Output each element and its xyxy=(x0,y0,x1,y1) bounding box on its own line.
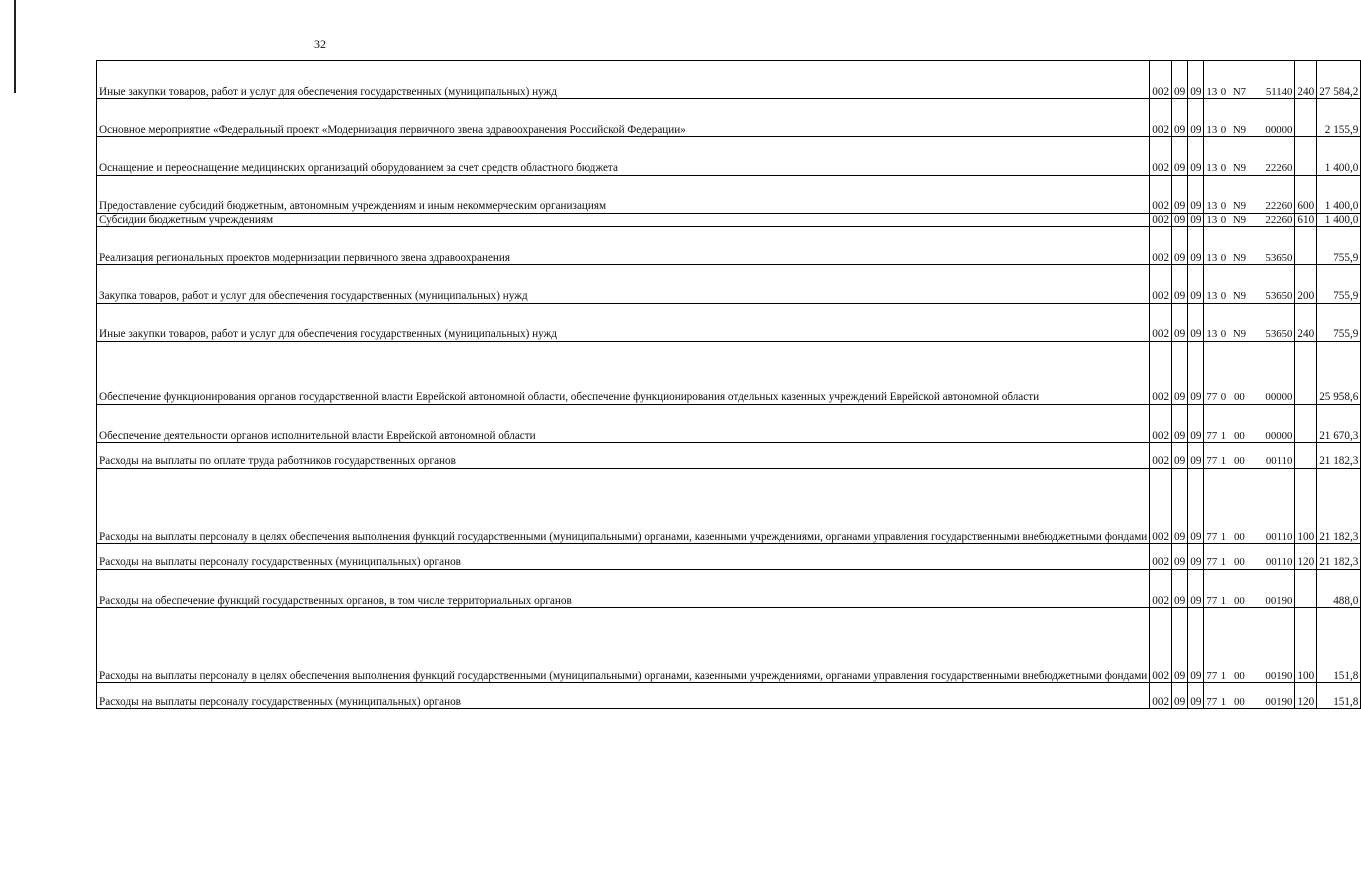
amount: 1 400,0 xyxy=(1317,137,1361,175)
grbs-code: 002 xyxy=(1150,404,1172,442)
expense-direction-code: 22260 xyxy=(1265,162,1293,175)
amount: 151,8 xyxy=(1317,683,1361,709)
direction-code: 00 xyxy=(1234,391,1245,404)
expense-name: Расходы на выплаты по оплате труда работников государственных органов xyxy=(97,442,1150,468)
table-row xyxy=(97,227,1361,265)
table-row xyxy=(97,569,1361,607)
expense-type-code xyxy=(1295,569,1317,607)
expense-name: Субсидии бюджетным учреждениям xyxy=(97,213,1150,226)
program-code: 13 xyxy=(1206,200,1218,213)
subprogram-code: 0 xyxy=(1220,391,1227,404)
expense-direction-code: 53650 xyxy=(1265,290,1293,303)
program-code: 13 xyxy=(1206,123,1218,136)
target-article-code xyxy=(1204,683,1295,709)
grbs-code: 002 xyxy=(1150,544,1172,570)
expense-type-code xyxy=(1295,99,1317,137)
subprogram-code: 0 xyxy=(1220,213,1227,226)
expense-name: Расходы на выплаты персоналу в целях обеспечения выполнения функций государственными (муниципальными) органами, казенными учреждениями, органами управления государственными внебюджетными фондами xyxy=(97,608,1150,683)
target-article-code xyxy=(1204,341,1295,404)
direction-code: 00 xyxy=(1234,455,1245,468)
target-article-code xyxy=(1204,608,1295,683)
program-code: 77 xyxy=(1206,670,1218,683)
expense-type-code: 100 xyxy=(1295,468,1317,543)
subsection-code: 09 xyxy=(1188,341,1204,404)
section-code: 09 xyxy=(1172,265,1188,303)
expense-type-code: 120 xyxy=(1295,683,1317,709)
target-article-code xyxy=(1204,544,1295,570)
grbs-code: 002 xyxy=(1150,265,1172,303)
table-row xyxy=(97,404,1361,442)
table-row xyxy=(97,341,1361,404)
program-code: 77 xyxy=(1206,695,1218,708)
amount: 755,9 xyxy=(1317,303,1361,341)
table-row xyxy=(97,683,1361,709)
amount: 21 182,3 xyxy=(1317,544,1361,570)
subprogram-code: 1 xyxy=(1220,429,1227,442)
expense-type-code: 240 xyxy=(1295,61,1317,99)
direction-code: N9 xyxy=(1232,328,1247,341)
expense-name: Закупка товаров, работ и услуг для обеспечения государственных (муниципальных) нужд xyxy=(97,265,1150,303)
expense-direction-code: 22260 xyxy=(1265,213,1293,226)
section-code: 09 xyxy=(1172,442,1188,468)
subprogram-code: 0 xyxy=(1220,85,1227,98)
target-article-code xyxy=(1204,265,1295,303)
target-article-code xyxy=(1204,303,1295,341)
grbs-code: 002 xyxy=(1150,303,1172,341)
section-code: 09 xyxy=(1172,137,1188,175)
subprogram-code: 0 xyxy=(1220,328,1227,341)
expense-direction-code: 00110 xyxy=(1265,530,1293,543)
subprogram-code: 1 xyxy=(1220,556,1227,569)
amount: 21 182,3 xyxy=(1317,468,1361,543)
direction-code: N9 xyxy=(1232,123,1247,136)
subsection-code: 09 xyxy=(1188,468,1204,543)
section-code: 09 xyxy=(1172,303,1188,341)
section-code: 09 xyxy=(1172,99,1188,137)
target-article-code xyxy=(1204,442,1295,468)
direction-code: 00 xyxy=(1234,670,1245,683)
subsection-code: 09 xyxy=(1188,608,1204,683)
subsection-code: 09 xyxy=(1188,175,1204,213)
table-row xyxy=(97,265,1361,303)
expense-name: Обеспечение функционирования органов государственной власти Еврейской автономной области, обеспечение функционирования отдельных казенных учреждений Еврейской автономной области xyxy=(97,341,1150,404)
expense-name: Основное мероприятие «Федеральный проект «Модернизация первичного звена здравоохранения Российской Федерации» xyxy=(97,99,1150,137)
budget-table xyxy=(96,60,1361,709)
target-article-code xyxy=(1204,175,1295,213)
expense-type-code xyxy=(1295,442,1317,468)
expense-name: Оснащение и переоснащение медицинских организаций оборудованием за счет средств областного бюджета xyxy=(97,137,1150,175)
program-code: 13 xyxy=(1206,328,1218,341)
section-code: 09 xyxy=(1172,569,1188,607)
target-article-code xyxy=(1204,99,1295,137)
expense-direction-code: 00110 xyxy=(1265,556,1293,569)
subsection-code: 09 xyxy=(1188,213,1204,226)
subsection-code: 09 xyxy=(1188,303,1204,341)
expense-direction-code: 53650 xyxy=(1265,251,1293,264)
program-code: 77 xyxy=(1206,455,1218,468)
section-code: 09 xyxy=(1172,227,1188,265)
subprogram-code: 1 xyxy=(1220,695,1227,708)
expense-name: Расходы на выплаты персоналу государственных (муниципальных) органов xyxy=(97,683,1150,709)
grbs-code: 002 xyxy=(1150,442,1172,468)
grbs-code: 002 xyxy=(1150,569,1172,607)
expense-direction-code: 00000 xyxy=(1265,123,1293,136)
table-row xyxy=(97,608,1361,683)
program-code: 77 xyxy=(1206,429,1218,442)
target-article-code xyxy=(1204,468,1295,543)
expense-direction-code: 53650 xyxy=(1265,328,1293,341)
section-code: 09 xyxy=(1172,608,1188,683)
subprogram-code: 0 xyxy=(1220,123,1227,136)
table-row xyxy=(97,442,1361,468)
amount: 488,0 xyxy=(1317,569,1361,607)
table-row xyxy=(97,175,1361,213)
direction-code: N9 xyxy=(1232,290,1247,303)
target-article-code xyxy=(1204,213,1295,226)
subprogram-code: 0 xyxy=(1220,200,1227,213)
expense-type-code: 120 xyxy=(1295,544,1317,570)
expense-direction-code: 22260 xyxy=(1265,200,1293,213)
program-code: 13 xyxy=(1206,162,1218,175)
subsection-code: 09 xyxy=(1188,683,1204,709)
expense-type-code xyxy=(1295,227,1317,265)
table-row xyxy=(97,61,1361,99)
expense-name: Иные закупки товаров, работ и услуг для обеспечения государственных (муниципальных) нужд xyxy=(97,303,1150,341)
target-article-code xyxy=(1204,404,1295,442)
expense-name: Обеспечение деятельности органов исполнительной власти Еврейской автономной области xyxy=(97,404,1150,442)
expense-name: Расходы на обеспечение функций государственных органов, в том числе территориальных органов xyxy=(97,569,1150,607)
section-code: 09 xyxy=(1172,213,1188,226)
amount: 755,9 xyxy=(1317,265,1361,303)
section-code: 09 xyxy=(1172,61,1188,99)
grbs-code: 002 xyxy=(1150,341,1172,404)
expense-direction-code: 51140 xyxy=(1265,85,1293,98)
grbs-code: 002 xyxy=(1150,137,1172,175)
direction-code: N9 xyxy=(1232,251,1247,264)
direction-code: 00 xyxy=(1234,695,1245,708)
expense-direction-code: 00190 xyxy=(1265,670,1293,683)
expense-direction-code: 00190 xyxy=(1265,695,1293,708)
subprogram-code: 0 xyxy=(1220,290,1227,303)
direction-code: 00 xyxy=(1234,594,1245,607)
table-row xyxy=(97,303,1361,341)
amount: 21 182,3 xyxy=(1317,442,1361,468)
program-code: 77 xyxy=(1206,530,1218,543)
expense-direction-code: 00000 xyxy=(1265,391,1293,404)
program-code: 13 xyxy=(1206,290,1218,303)
expense-name: Расходы на выплаты персоналу государственных (муниципальных) органов xyxy=(97,544,1150,570)
page-number: 32 xyxy=(314,37,326,51)
section-code: 09 xyxy=(1172,404,1188,442)
section-code: 09 xyxy=(1172,175,1188,213)
grbs-code: 002 xyxy=(1150,683,1172,709)
expense-type-code: 100 xyxy=(1295,608,1317,683)
subsection-code: 09 xyxy=(1188,137,1204,175)
amount: 27 584,2 xyxy=(1317,61,1361,99)
expense-name: Расходы на выплаты персоналу в целях обеспечения выполнения функций государственными (муниципальными) органами, казенными учреждениями, органами управления государственными внебюджетными фондами xyxy=(97,468,1150,543)
direction-code: 00 xyxy=(1234,429,1245,442)
subsection-code: 09 xyxy=(1188,265,1204,303)
section-code: 09 xyxy=(1172,544,1188,570)
table-row xyxy=(97,137,1361,175)
expense-type-code: 240 xyxy=(1295,303,1317,341)
grbs-code: 002 xyxy=(1150,175,1172,213)
expense-name: Предоставление субсидий бюджетным, автономным учреждениям и иным некоммерческим организациям xyxy=(97,175,1150,213)
subsection-code: 09 xyxy=(1188,442,1204,468)
grbs-code: 002 xyxy=(1150,608,1172,683)
subprogram-code: 1 xyxy=(1220,594,1227,607)
grbs-code: 002 xyxy=(1150,99,1172,137)
expense-type-code: 600 xyxy=(1295,175,1317,213)
amount: 755,9 xyxy=(1317,227,1361,265)
target-article-code xyxy=(1204,569,1295,607)
expense-type-code: 610 xyxy=(1295,213,1317,226)
target-article-code xyxy=(1204,227,1295,265)
subsection-code: 09 xyxy=(1188,569,1204,607)
subsection-code: 09 xyxy=(1188,99,1204,137)
subprogram-code: 1 xyxy=(1220,530,1227,543)
subprogram-code: 0 xyxy=(1220,251,1227,264)
subsection-code: 09 xyxy=(1188,227,1204,265)
target-article-code xyxy=(1204,137,1295,175)
amount: 1 400,0 xyxy=(1317,175,1361,213)
grbs-code: 002 xyxy=(1150,213,1172,226)
program-code: 13 xyxy=(1206,251,1218,264)
expense-direction-code: 00110 xyxy=(1265,455,1293,468)
subprogram-code: 1 xyxy=(1220,670,1227,683)
direction-code: N9 xyxy=(1232,213,1247,226)
expense-type-code xyxy=(1295,137,1317,175)
subprogram-code: 1 xyxy=(1220,455,1227,468)
subsection-code: 09 xyxy=(1188,61,1204,99)
program-code: 77 xyxy=(1206,556,1218,569)
grbs-code: 002 xyxy=(1150,468,1172,543)
section-code: 09 xyxy=(1172,468,1188,543)
amount: 151,8 xyxy=(1317,608,1361,683)
subprogram-code: 0 xyxy=(1220,162,1227,175)
table-row xyxy=(97,213,1361,226)
amount: 21 670,3 xyxy=(1317,404,1361,442)
program-code: 77 xyxy=(1206,594,1218,607)
program-code: 13 xyxy=(1206,85,1218,98)
table-row xyxy=(97,99,1361,137)
program-code: 77 xyxy=(1206,391,1218,404)
expense-direction-code: 00000 xyxy=(1265,429,1293,442)
direction-code: 00 xyxy=(1234,556,1245,569)
expense-type-code xyxy=(1295,341,1317,404)
expense-direction-code: 00190 xyxy=(1265,594,1293,607)
expense-type-code xyxy=(1295,404,1317,442)
amount: 2 155,9 xyxy=(1317,99,1361,137)
direction-code: N9 xyxy=(1232,162,1247,175)
direction-code: N9 xyxy=(1232,200,1247,213)
grbs-code: 002 xyxy=(1150,61,1172,99)
section-code: 09 xyxy=(1172,683,1188,709)
direction-code: N7 xyxy=(1232,85,1247,98)
grbs-code: 002 xyxy=(1150,227,1172,265)
direction-code: 00 xyxy=(1234,530,1245,543)
subsection-code: 09 xyxy=(1188,404,1204,442)
expense-type-code: 200 xyxy=(1295,265,1317,303)
amount: 25 958,6 xyxy=(1317,341,1361,404)
subsection-code: 09 xyxy=(1188,544,1204,570)
target-article-code xyxy=(1204,61,1295,99)
table-row xyxy=(97,544,1361,570)
expense-name: Реализация региональных проектов модернизации первичного звена здравоохранения xyxy=(97,227,1150,265)
program-code: 13 xyxy=(1206,213,1218,226)
table-row xyxy=(97,468,1361,543)
amount: 1 400,0 xyxy=(1317,213,1361,226)
expense-name: Иные закупки товаров, работ и услуг для обеспечения государственных (муниципальных) нужд xyxy=(97,61,1150,99)
section-code: 09 xyxy=(1172,341,1188,404)
